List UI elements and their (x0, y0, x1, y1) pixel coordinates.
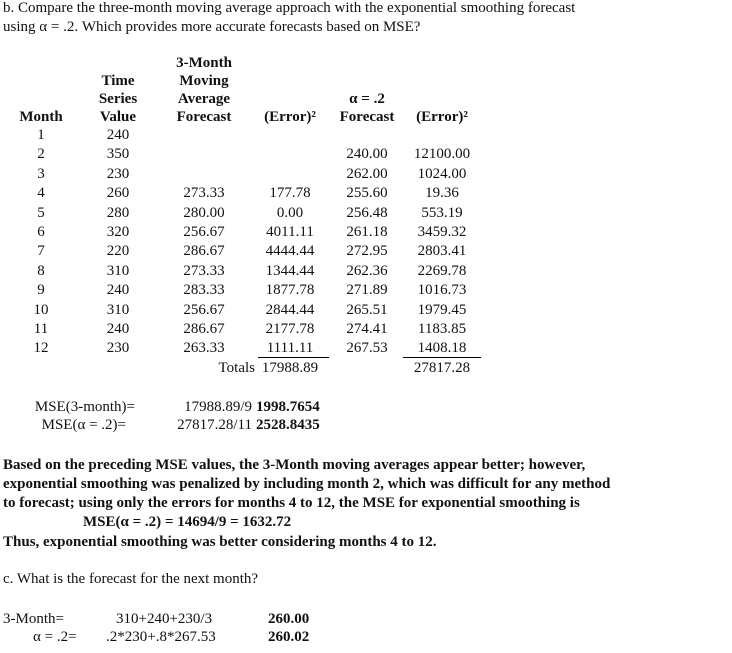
forecast-label: 3-Month= (3, 611, 64, 627)
cell-exp-err: 1024.00 (417, 165, 467, 182)
cell-ma-err: 2844.44 (265, 301, 315, 318)
cell-value: 240 (106, 282, 130, 299)
cell-value: 220 (106, 243, 130, 260)
exp-error-total: 27817.28 (413, 360, 471, 376)
cell-month: 1 (37, 127, 45, 143)
totals-label: Totals (218, 360, 255, 376)
cell-value: 350 (106, 146, 130, 163)
ma-total-rule (258, 357, 329, 358)
header-value-line: Value (99, 109, 137, 125)
cell-month: 3 (37, 165, 45, 182)
header-moving-average (176, 54, 232, 126)
cell-value: 280 (106, 204, 130, 221)
cell-month: 6 (37, 224, 45, 240)
cell-exp: 262.00 (346, 165, 388, 182)
discussion-line: to forecast; using only the errors for months 4 to 12, the MSE for exponential smoothing is (3, 495, 580, 511)
header-ma-line: Average (177, 91, 231, 107)
mse-label: MSE(α = .2)= (41, 417, 126, 433)
cell-exp-err: 1016.73 (417, 282, 467, 299)
header-month: Month (19, 109, 63, 125)
forecast-formula: 310+240+230/3 (116, 611, 213, 627)
cell-ma-err: 4444.44 (265, 243, 315, 260)
ma-error-total: 17988.89 (261, 360, 319, 376)
cell-month: 2 (37, 146, 45, 163)
mse-label: MSE(3-month)= (34, 399, 135, 415)
question-b-line-2: using α = .2. Which provides more accurate forecasts based on MSE? (3, 19, 421, 35)
discussion-mse-formula: MSE(α = .2) = 14694/9 = 1632.72 (83, 514, 292, 530)
question-c: c. What is the forecast for the next month? (3, 571, 259, 587)
cell-exp-err: 19.36 (425, 185, 459, 202)
header-value-line: Time (101, 73, 135, 89)
cell-ma-err: 1344.44 (265, 262, 315, 279)
cell-exp-err: 2803.41 (417, 243, 467, 260)
cell-exp: 261.18 (346, 224, 388, 240)
cell-ma-err: 1877.78 (265, 282, 315, 299)
cell-ma: 263.33 (183, 340, 225, 357)
question-b-line-1: b. Compare the three-month moving average approach with the exponential smoothing forecast (3, 0, 576, 16)
cell-exp: 267.53 (346, 340, 388, 357)
cell-ma: 256.67 (183, 224, 225, 240)
cell-value: 230 (106, 340, 130, 357)
header-ma-line: 3-Month (176, 55, 232, 71)
cell-value: 320 (106, 224, 130, 240)
header-ma-line: Forecast (176, 109, 232, 125)
cell-exp: 240.00 (346, 146, 388, 163)
cell-month: 10 (33, 301, 49, 318)
cell-exp: 255.60 (346, 185, 388, 202)
cell-month: 9 (37, 282, 45, 299)
mse-formula: 27817.28/11 (177, 417, 252, 433)
mse-value: 2528.8435 (256, 417, 320, 433)
cell-value: 240 (106, 321, 130, 337)
cell-exp: 262.36 (346, 262, 388, 279)
header-value (99, 72, 137, 126)
cell-exp-err: 1183.85 (417, 321, 467, 337)
cell-ma: 273.33 (183, 262, 225, 279)
cell-exp: 265.51 (346, 301, 388, 318)
cell-exp: 272.95 (346, 243, 388, 260)
cell-exp-err: 3459.32 (417, 224, 467, 240)
forecast-value: 260.02 (268, 629, 310, 645)
cell-ma: 286.67 (183, 321, 225, 337)
header-exp-line: α = .2 (349, 91, 385, 107)
forecast-label: α = .2= (33, 629, 77, 645)
discussion-line: exponential smoothing was penalized by including month 2, which was difficult for any method (3, 476, 611, 492)
cell-ma: 273.33 (183, 185, 225, 202)
exp-total-rule (403, 357, 481, 358)
cell-value: 230 (106, 165, 130, 182)
cell-value: 310 (106, 262, 130, 279)
cell-value: 310 (106, 301, 130, 318)
cell-ma: 280.00 (183, 204, 225, 221)
cell-exp-err: 1979.45 (417, 301, 467, 318)
cell-ma-err: 0.00 (276, 204, 304, 221)
cell-ma: 286.67 (183, 243, 225, 260)
cell-exp-err: 2269.78 (417, 262, 467, 279)
cell-month: 8 (37, 262, 45, 279)
cell-value: 240 (106, 127, 130, 143)
header-exp-forecast (340, 90, 395, 126)
header-exp-line: Forecast (339, 109, 395, 125)
cell-exp-err: 1408.18 (417, 340, 467, 357)
cell-ma: 283.33 (183, 282, 225, 299)
header-exp-error: (Error)² (416, 109, 468, 125)
header-value-line: Series (98, 91, 138, 107)
cell-ma-err: 2177.78 (265, 321, 315, 337)
forecast-value: 260.00 (268, 611, 310, 627)
discussion-conclusion: Thus, exponential smoothing was better considering months 4 to 12. (3, 534, 437, 550)
cell-exp-err: 553.19 (421, 204, 463, 221)
cell-exp: 271.89 (346, 282, 388, 299)
mse-value: 1998.7654 (256, 399, 320, 415)
cell-ma-err: 4011.11 (266, 224, 314, 240)
cell-value: 260 (106, 185, 130, 202)
forecast-formula: .2*230+.8*267.53 (106, 629, 216, 645)
cell-exp-err: 12100.00 (413, 146, 471, 163)
header-ma-error: (Error)² (264, 109, 316, 125)
cell-ma-err: 1111.11 (266, 340, 314, 357)
mse-formula: 17988.89/9 (184, 399, 252, 415)
discussion-line: Based on the preceding MSE values, the 3-Month moving averages appear better; however, (3, 457, 586, 473)
header-ma-line: Moving (179, 73, 229, 89)
cell-month: 7 (37, 243, 45, 260)
cell-exp: 274.41 (346, 321, 388, 337)
cell-month: 4 (37, 185, 45, 202)
cell-ma-err: 177.78 (269, 185, 311, 202)
cell-ma: 256.67 (183, 301, 225, 318)
cell-exp: 256.48 (346, 204, 388, 221)
cell-month: 12 (33, 340, 49, 357)
cell-month: 11 (33, 321, 49, 337)
cell-month: 5 (37, 204, 45, 221)
